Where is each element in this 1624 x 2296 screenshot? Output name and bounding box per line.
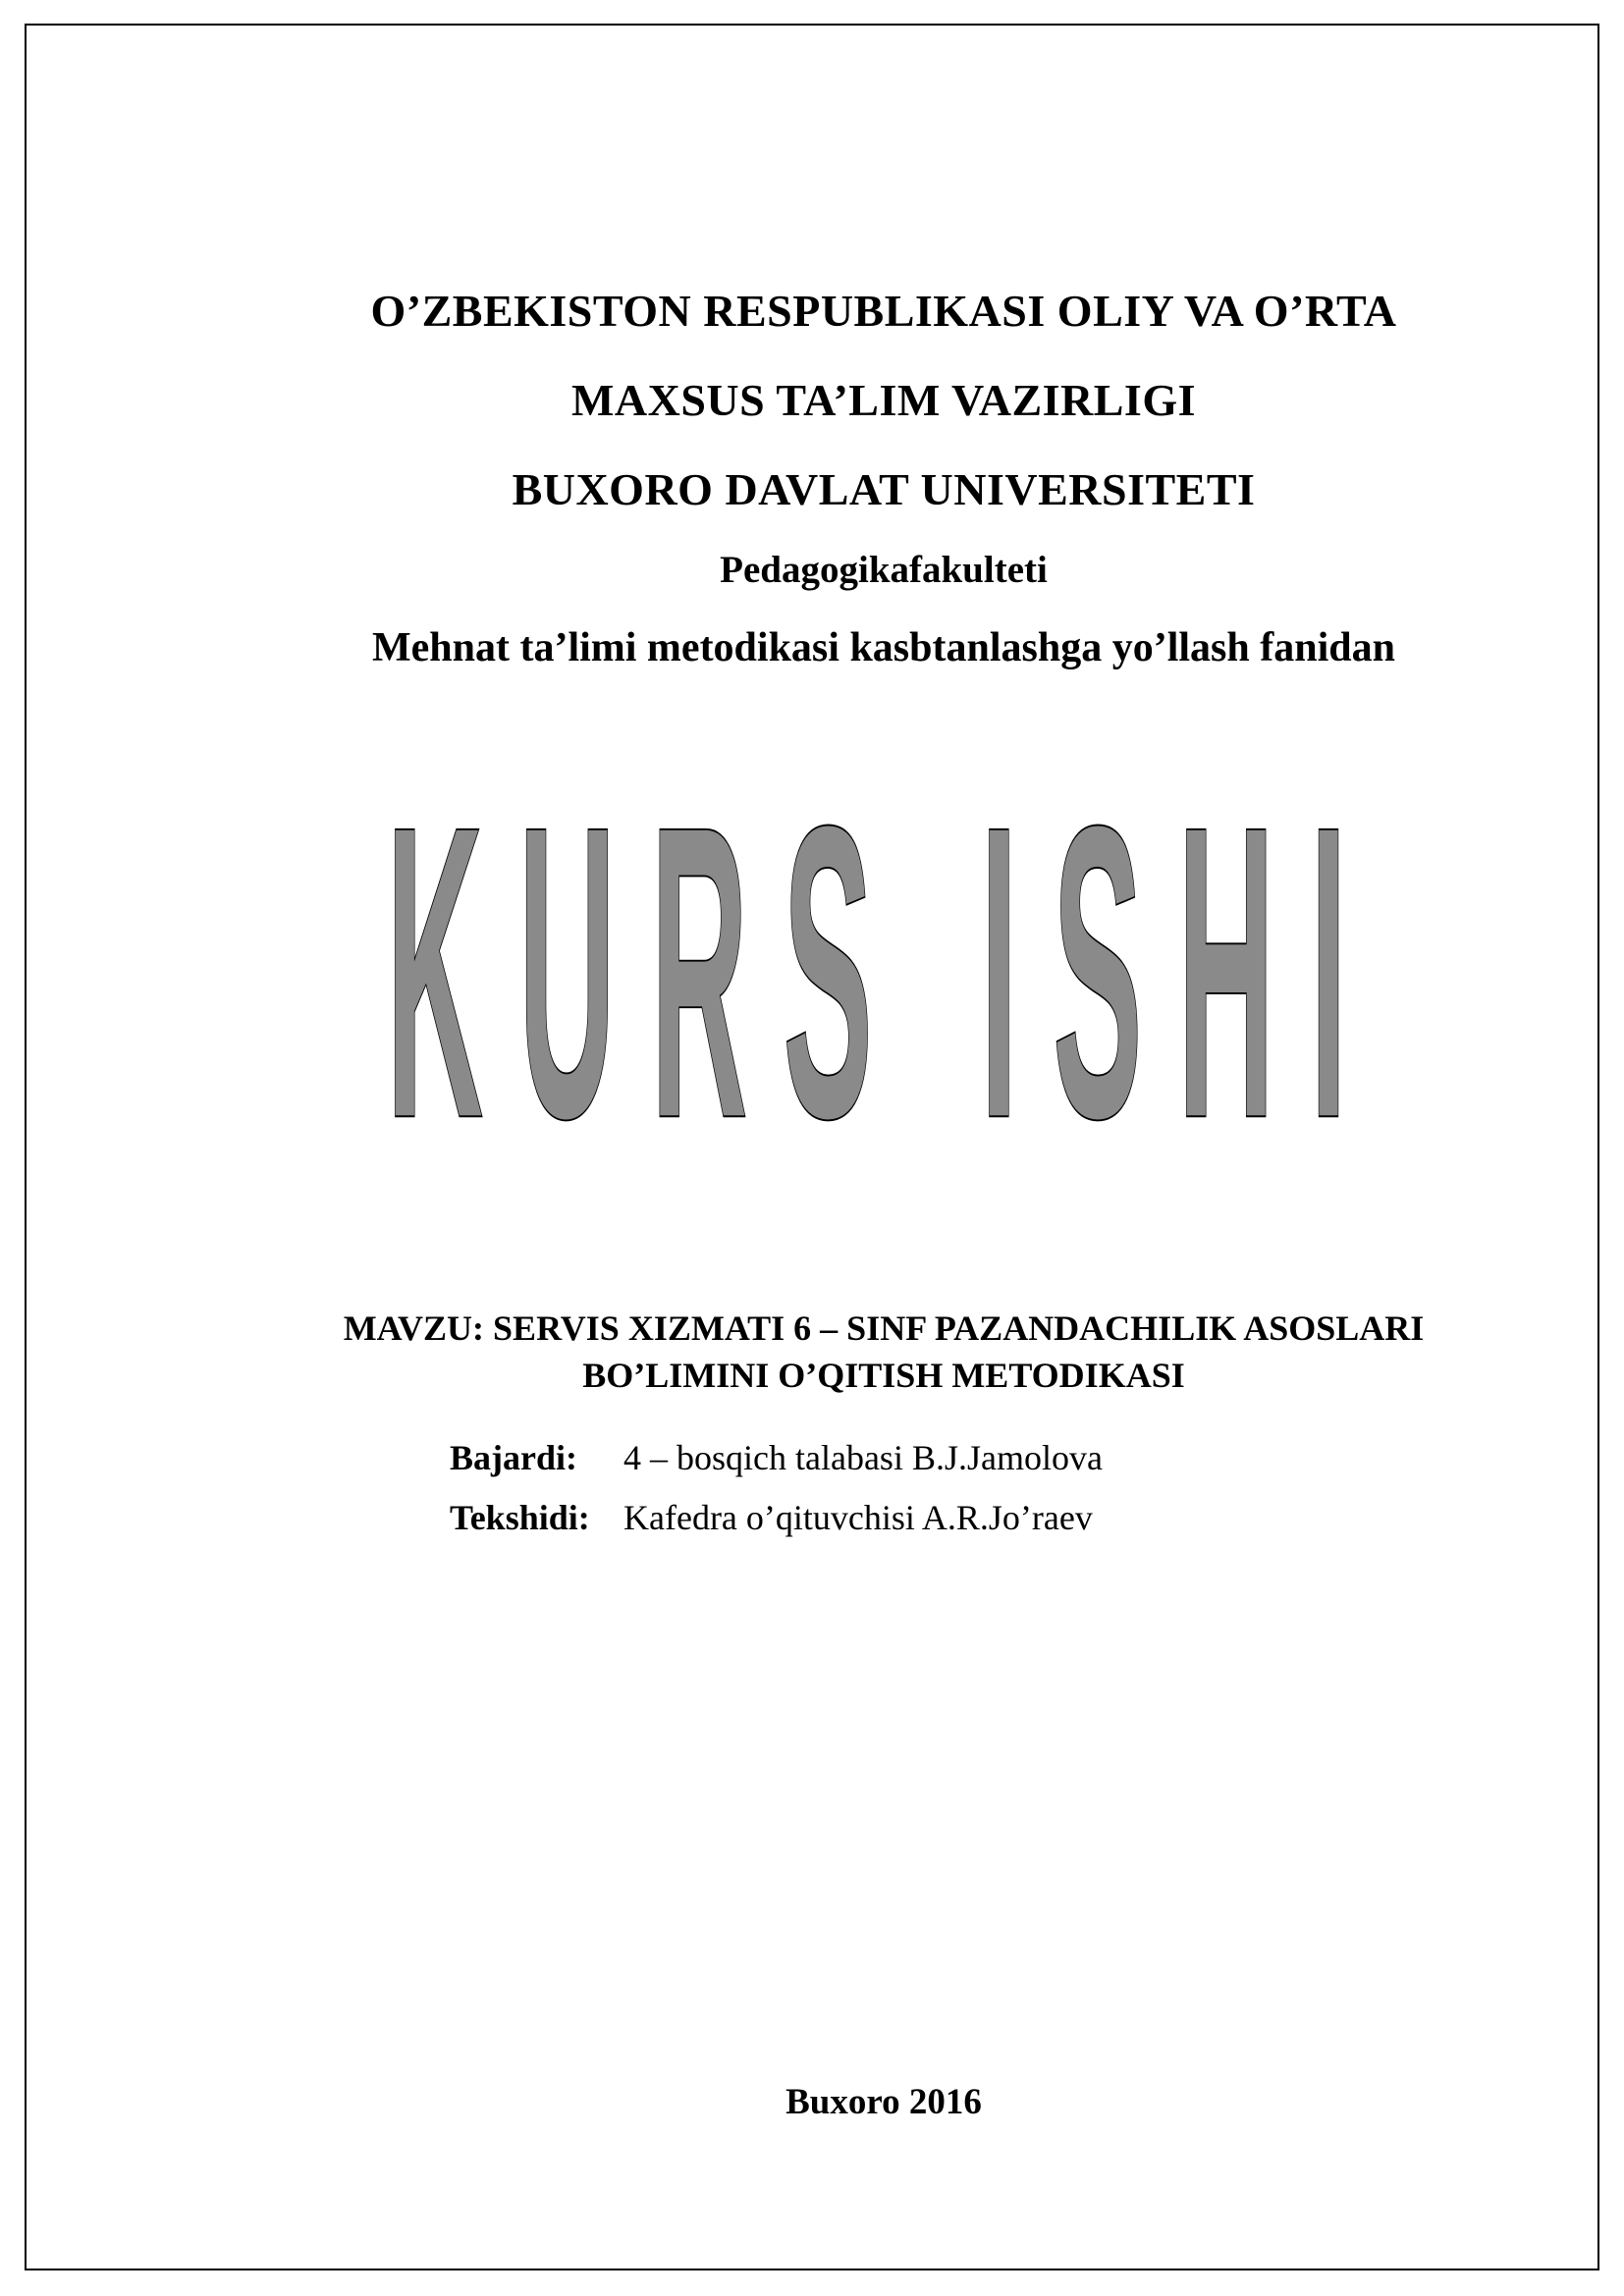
- footer-city-year: Buxoro 2016: [785, 2082, 982, 2122]
- faculty-line: Pedagogikafakulteti: [720, 549, 1048, 591]
- credit-value-tekshidi: Kafedra o’qituvchisi A.R.Jo’raev: [623, 1498, 1093, 1537]
- title-line-university: BUXORO DAVLAT UNIVERSITETI: [512, 464, 1256, 514]
- subject-line: Mehnat ta’limi metodikasi kasbtanlashga yo’llash fanidan: [371, 625, 1395, 670]
- credit-row-bajardi: [450, 1435, 1103, 1480]
- credit-row-tekshidi: [450, 1495, 1093, 1540]
- title-line-ministry-2: MAXSUS TA’LIM VAZIRLIGI: [570, 375, 1197, 425]
- credit-label-bajardi: Bajardi:: [450, 1438, 577, 1477]
- topic-line-2: BO’LIMINI O’QITISH METODIKASI: [582, 1356, 1185, 1395]
- ministry-title-block: [275, 266, 1492, 534]
- wordart-kurs-ishi: [386, 738, 1382, 1205]
- topic-block: [275, 1305, 1492, 1399]
- wordart-text: KURS ISHI: [386, 738, 1382, 1205]
- title-line-ministry-1: O’ZBEKISTON RESPUBLIKASI OLIY VA O’RTA: [370, 286, 1397, 336]
- credit-label-tekshidi: Tekshidi:: [450, 1498, 590, 1537]
- credit-value-bajardi: 4 – bosqich talabasi B.J.Jamolova: [623, 1438, 1103, 1477]
- topic-line-1: MAVZU: SERVIS XIZMATI 6 – SINF PAZANDACHILIK ASOSLARI: [343, 1308, 1425, 1348]
